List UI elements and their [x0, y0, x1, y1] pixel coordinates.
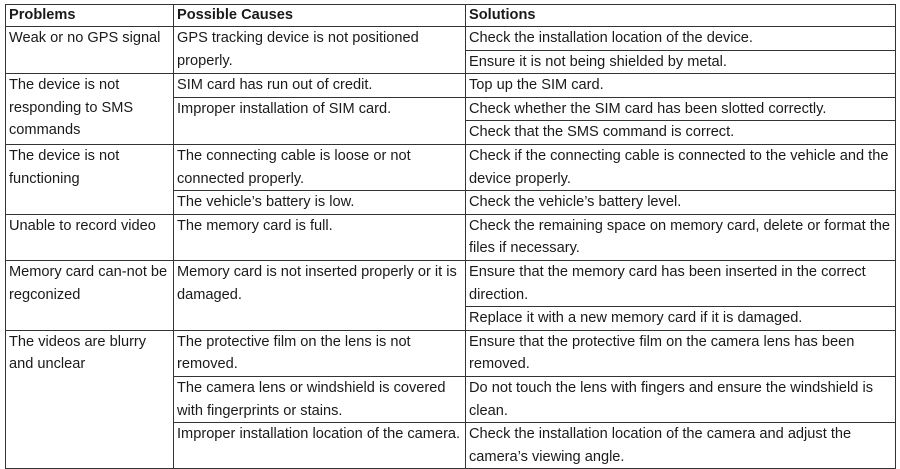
- solution-cell: Check that the SMS command is correct.: [466, 121, 896, 145]
- cause-cell: The camera lens or windshield is covered with fingerprints or stains.: [174, 376, 466, 422]
- solution-cell: Check the installation location of the camera and adjust the camera’s viewing angle.: [466, 423, 896, 469]
- header-solutions: Solutions: [466, 5, 896, 27]
- cause-cell: Improper installation location of the camera.: [174, 423, 466, 469]
- solution-cell: Check the remaining space on memory card, delete or format the files if necessary.: [466, 214, 896, 260]
- problem-cell: Unable to record video: [6, 214, 174, 260]
- cause-cell: Memory card is not inserted properly or it is damaged.: [174, 260, 466, 330]
- solution-cell: Check the installation location of the device.: [466, 27, 896, 51]
- solution-cell: Check whether the SIM card has been slotted correctly.: [466, 97, 896, 121]
- solution-cell: Check if the connecting cable is connected to the vehicle and the device properly.: [466, 144, 896, 190]
- cause-cell: The protective film on the lens is not removed.: [174, 330, 466, 376]
- problem-cell: Weak or no GPS signal: [6, 27, 174, 74]
- table-row: [6, 214, 896, 260]
- solution-cell: Ensure that the memory card has been inserted in the correct direction.: [466, 260, 896, 306]
- header-problems: Problems: [6, 5, 174, 27]
- troubleshooting-table: [5, 4, 896, 469]
- table-row: [6, 27, 896, 51]
- problem-cell: Memory card can-not be regconized: [6, 260, 174, 330]
- cause-cell: The memory card is full.: [174, 214, 466, 260]
- solution-cell: Do not touch the lens with fingers and ensure the windshield is clean.: [466, 376, 896, 422]
- cause-cell: The connecting cable is loose or not connected properly.: [174, 144, 466, 190]
- cause-cell: Improper installation of SIM card.: [174, 97, 466, 144]
- solution-cell: Ensure that the protective film on the camera lens has been removed.: [466, 330, 896, 376]
- cause-cell: GPS tracking device is not positioned properly.: [174, 27, 466, 74]
- table-body: [6, 27, 896, 469]
- table-row: [6, 260, 896, 306]
- table-row: [6, 144, 896, 190]
- problem-cell: The device is not functioning: [6, 144, 174, 214]
- header-causes: Possible Causes: [174, 5, 466, 27]
- cause-cell: SIM card has run out of credit.: [174, 74, 466, 98]
- problem-cell: The videos are blurry and unclear: [6, 330, 174, 469]
- header-row: [6, 5, 896, 27]
- solution-cell: Top up the SIM card.: [466, 74, 896, 98]
- problem-cell: The device is not responding to SMS commands: [6, 74, 174, 145]
- solution-cell: Ensure it is not being shielded by metal.: [466, 50, 896, 74]
- solution-cell: Replace it with a new memory card if it is damaged.: [466, 307, 896, 331]
- table-row: [6, 330, 896, 376]
- cause-cell: The vehicle’s battery is low.: [174, 191, 466, 215]
- solution-cell: Check the vehicle’s battery level.: [466, 191, 896, 215]
- table-row: [6, 74, 896, 98]
